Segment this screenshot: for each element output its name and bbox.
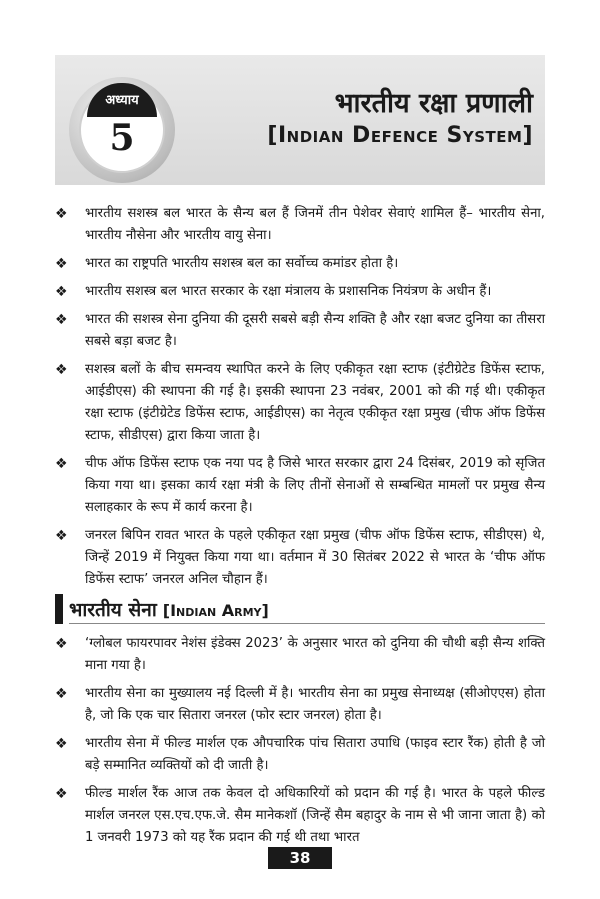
bullet-icon: ❖ <box>55 528 68 544</box>
list-item <box>55 359 545 447</box>
list-item-text: भारतीय सशस्त्र बल भारत के सैन्य बल हैं जिनमें तीन पेशेवर सेवाएं शामिल हैं– भारतीय सेना, भारतीय नौसेना और भारतीय वायु सेना। <box>85 206 545 243</box>
list-item-text: भारत का राष्ट्रपति भारतीय सशस्त्र बल का सर्वोच्च कमांडर होता है। <box>85 256 399 271</box>
bullet-list-army <box>55 633 545 855</box>
section-title-english: [Indian Army] <box>162 601 269 620</box>
chapter-title-english: [Indian Defence System] <box>267 123 533 148</box>
bullet-list-defence <box>55 203 545 597</box>
list-item-text: फील्ड मार्शल रैंक आज तक केवल दो अधिकारियों को प्रदान की गई है। भारत के पहले फील्ड मार्शल जनरल एस.एच.एफ.जे. सैम मानेकशॉ (जिन्हें सैम बहादुर के नाम से भी जाना जाता है) को 1 जनवरी 1973 को यह रैंक प्रदान की गई थी तथा भारत <box>85 786 545 845</box>
bullet-icon: ❖ <box>55 736 68 752</box>
list-item-text: भारतीय सशस्त्र बल भारत सरकार के रक्षा मंत्रालय के प्रशासनिक नियंत्रण के अधीन हैं। <box>85 284 492 299</box>
list-item <box>55 253 545 275</box>
chapter-badge <box>69 77 175 183</box>
section-title-hindi: भारतीय सेना <box>69 599 157 621</box>
bullet-icon: ❖ <box>55 312 68 328</box>
list-item <box>55 453 545 519</box>
list-item-text: भारतीय सेना का मुख्यालय नई दिल्ली में है। भारतीय सेना का प्रमुख सेनाध्यक्ष (सीओएएस) होता है, जो कि एक चार सितारा जनरल (फोर स्टार जनरल) होता है। <box>85 686 545 723</box>
bullet-icon: ❖ <box>55 786 68 802</box>
section-bar <box>55 594 63 624</box>
list-item-text: चीफ ऑफ डिफेंस स्टाफ एक नया पद है जिसे भारत सरकार द्वारा 24 दिसंबर, 2019 को सृजित किया गया था। इसका कार्य रक्षा मंत्री के लिए तीनों सेनाओं से सम्बन्धित मामलों पर प्रमुख सैन्य सलाहकार के रूप में कार्य करना है। <box>85 456 545 515</box>
list-item-text: भारतीय सेना में फील्ड मार्शल एक औपचारिक पांच सितारा उपाधि (फाइव स्टार रैंक) होती है जो बड़े सम्मानित व्यक्तियों को दी जाती है। <box>85 736 545 773</box>
bullet-icon: ❖ <box>55 636 68 652</box>
chapter-title-hindi: भारतीय रक्षा प्रणाली <box>334 88 533 119</box>
bullet-icon: ❖ <box>55 362 68 378</box>
chapter-header <box>55 55 545 185</box>
list-item <box>55 281 545 303</box>
section-underline <box>69 623 545 624</box>
list-item <box>55 633 545 677</box>
list-item <box>55 525 545 591</box>
chapter-number: 5 <box>109 117 135 159</box>
list-item-text: ‘ग्लोबल फायरपावर नेशंस इंडेक्स 2023’ के अनुसार भारत को दुनिया की चौथी बड़ी सैन्य शक्ति माना गया है। <box>85 636 545 673</box>
list-item <box>55 783 545 849</box>
list-item-text: भारत की सशस्त्र सेना दुनिया की दूसरी सबसे बड़ी सैन्य शक्ति है और रक्षा बजट दुनिया का तीसरा सबसे बड़ा बजट है। <box>85 312 545 349</box>
bullet-icon: ❖ <box>55 284 68 300</box>
list-item <box>55 203 545 247</box>
badge-word: अध्याय <box>105 93 139 108</box>
bullet-icon: ❖ <box>55 256 68 272</box>
list-item-text: जनरल बिपिन रावत भारत के पहले एकीकृत रक्षा प्रमुख (चीफ ऑफ डिफेंस स्टाफ, सीडीएस) थे, जिन्हें 2019 में नियुक्त किया गया था। वर्तमान में 30 सितंबर 2022 से भारत के ‘चीफ ऑफ डिफेंस स्टाफ’ जनरल अनिल चौहान हैं। <box>85 528 545 587</box>
list-item <box>55 683 545 727</box>
bullet-icon: ❖ <box>55 206 68 222</box>
list-item <box>55 309 545 353</box>
list-item-text: सशस्त्र बलों के बीच समन्वय स्थापित करने के लिए एकीकृत रक्षा स्टाफ (इंटीग्रेटेड डिफेंस स्टाफ, आईडीएस) की स्थापना की गई है। इसकी स्थापना 23 नवंबर, 2001 को की गई थी। एकीकृत रक्षा स्टाफ (इंटीग्रेटेड डिफेंस स्टाफ, आईडीएस) का नेतृत्व एकीकृत रक्षा प्रमुख (चीफ ऑफ डिफेंस स्टाफ, सीडीएस) द्वारा किया जाता है। <box>85 362 545 443</box>
section-heading <box>55 594 545 624</box>
bullet-icon: ❖ <box>55 686 68 702</box>
page-number: 38 <box>268 847 332 869</box>
section-title <box>69 596 269 622</box>
list-item <box>55 733 545 777</box>
bullet-icon: ❖ <box>55 456 68 472</box>
